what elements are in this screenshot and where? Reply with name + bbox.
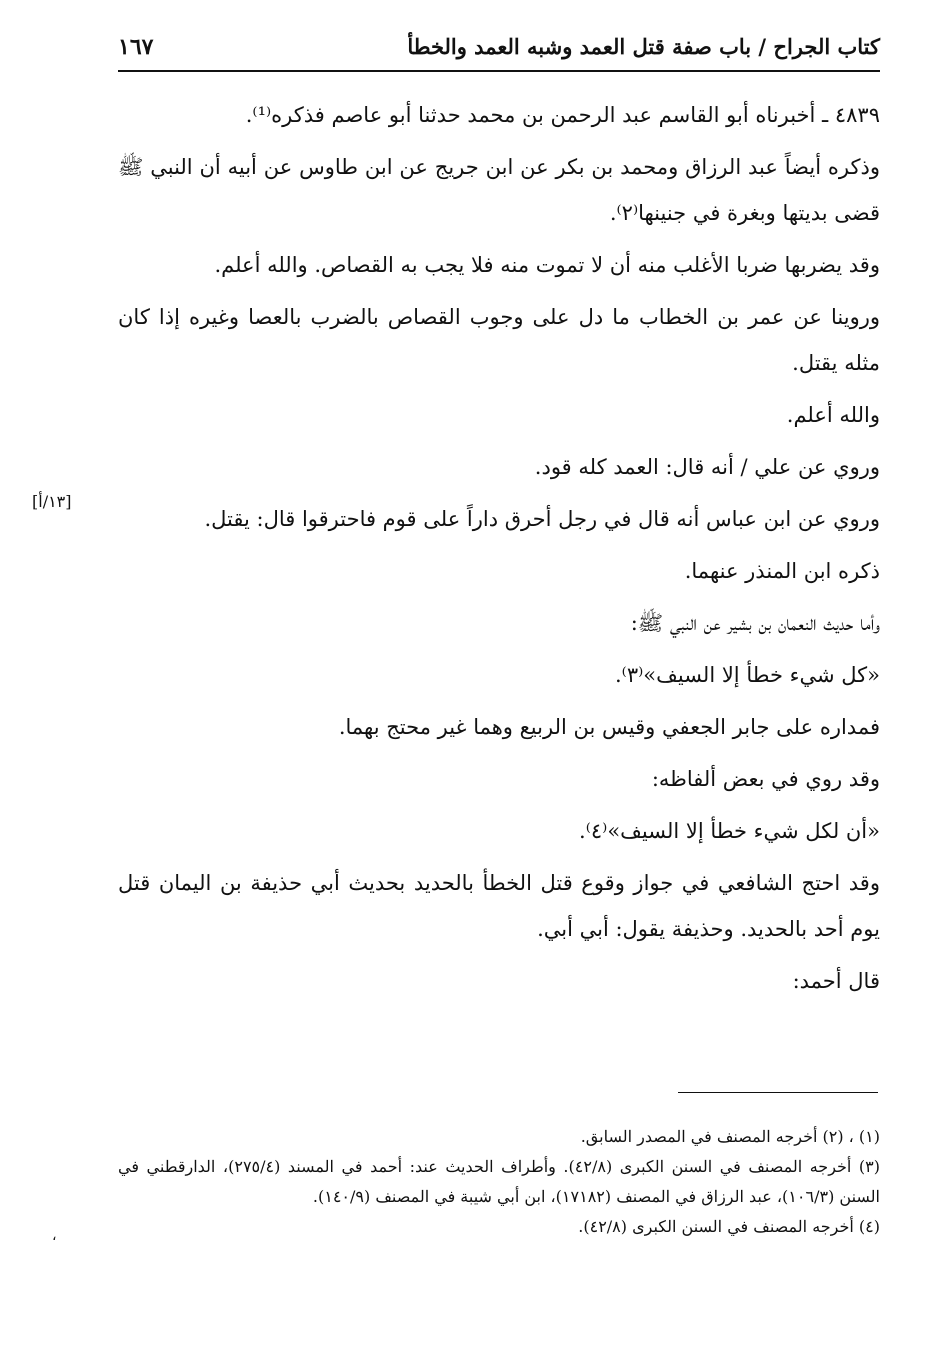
footnote: (٣) أخرجه المصنف في السنن الكبرى (٤٢/٨). وأطراف الحديث عند: أحمد في المسند (٢٧٥/٤)، الدارقطني في السنن (١٠٦/٣)، عبد الرزاق في المصنف (١٧١٨٢)، ابن أبي شيبة في المصنف (١٤٠/٩).: [118, 1157, 881, 1206]
paragraph: وقد روي في بعض ألفاظه:: [651, 767, 880, 791]
paragraph: والله أعلم.: [786, 403, 880, 427]
hadith-quote: «أن لكل شيء خطأ إلا السيف»⁽٤⁾.: [579, 819, 880, 843]
paragraph: فمداره على جابر الجعفي وقيس بن الربيع وهما غير محتج بهما.: [338, 715, 880, 739]
running-header: [118, 30, 880, 72]
paragraph: ذكره ابن المنذر عنهما.: [684, 559, 880, 583]
paragraph: وقد يضربها ضربا الأغلب منه أن لا تموت منه فلا يجب به القصاص. والله أعلم.: [214, 253, 880, 277]
footnote-divider: [678, 1092, 878, 1093]
footnote: (٤) أخرجه المصنف في السنن الكبرى (٤٢/٨).: [578, 1217, 880, 1236]
footnote: (١) ، (٢) أخرجه المصنف في المصدر السابق.: [580, 1127, 880, 1146]
folio-marker: [١٣/أ]: [32, 492, 72, 511]
footnotes: [118, 1122, 880, 1242]
page-number: ١٦٧: [118, 34, 154, 60]
paragraph: وقد احتج الشافعي في جواز وقوع قتل الخطأ بالحديد بحديث أبي حذيفة بن اليمان قتل يوم أحد بالحديد. وحذيفة يقول: أبي أبي.: [118, 871, 880, 941]
paragraph: وذكره أيضاً عبد الرزاق ومحمد بن بكر عن ابن جريج عن ابن طاوس عن أبيه أن النبي ﷺ قضى بديتها وبغرة في جنينها⁽٢⁾.: [118, 155, 880, 225]
paragraph: قال أحمد:: [792, 969, 880, 993]
paragraph: وروي عن علي / أنه قال: العمد كله قود.: [534, 455, 880, 479]
hadith-paragraph: ٤٨٣٩ ـ أخبرناه أبو القاسم عبد الرحمن بن محمد حدثنا أبو عاصم فذكره⁽¹⁾.: [245, 103, 880, 127]
stray-mark: ،: [52, 1228, 57, 1244]
paragraph: وأما حديث النعمان بن بشير عن النبي ﷺ:: [630, 611, 880, 635]
paragraph: وروي عن ابن عباس أنه قال في رجل أحرق داراً على قوم فاحترقوا قال: يقتل.: [204, 507, 880, 531]
hadith-quote: «كل شيء خطأ إلا السيف»⁽٣⁾.: [614, 663, 880, 687]
chapter-title: كتاب الجراح / باب صفة قتل العمد وشبه العمد والخطأ: [407, 34, 880, 59]
paragraph: وروينا عن عمر بن الخطاب ما دل على وجوب القصاص بالضرب بالعصا وغيره إذا كان مثله يقتل.: [118, 305, 880, 375]
main-text: [118, 92, 880, 1010]
